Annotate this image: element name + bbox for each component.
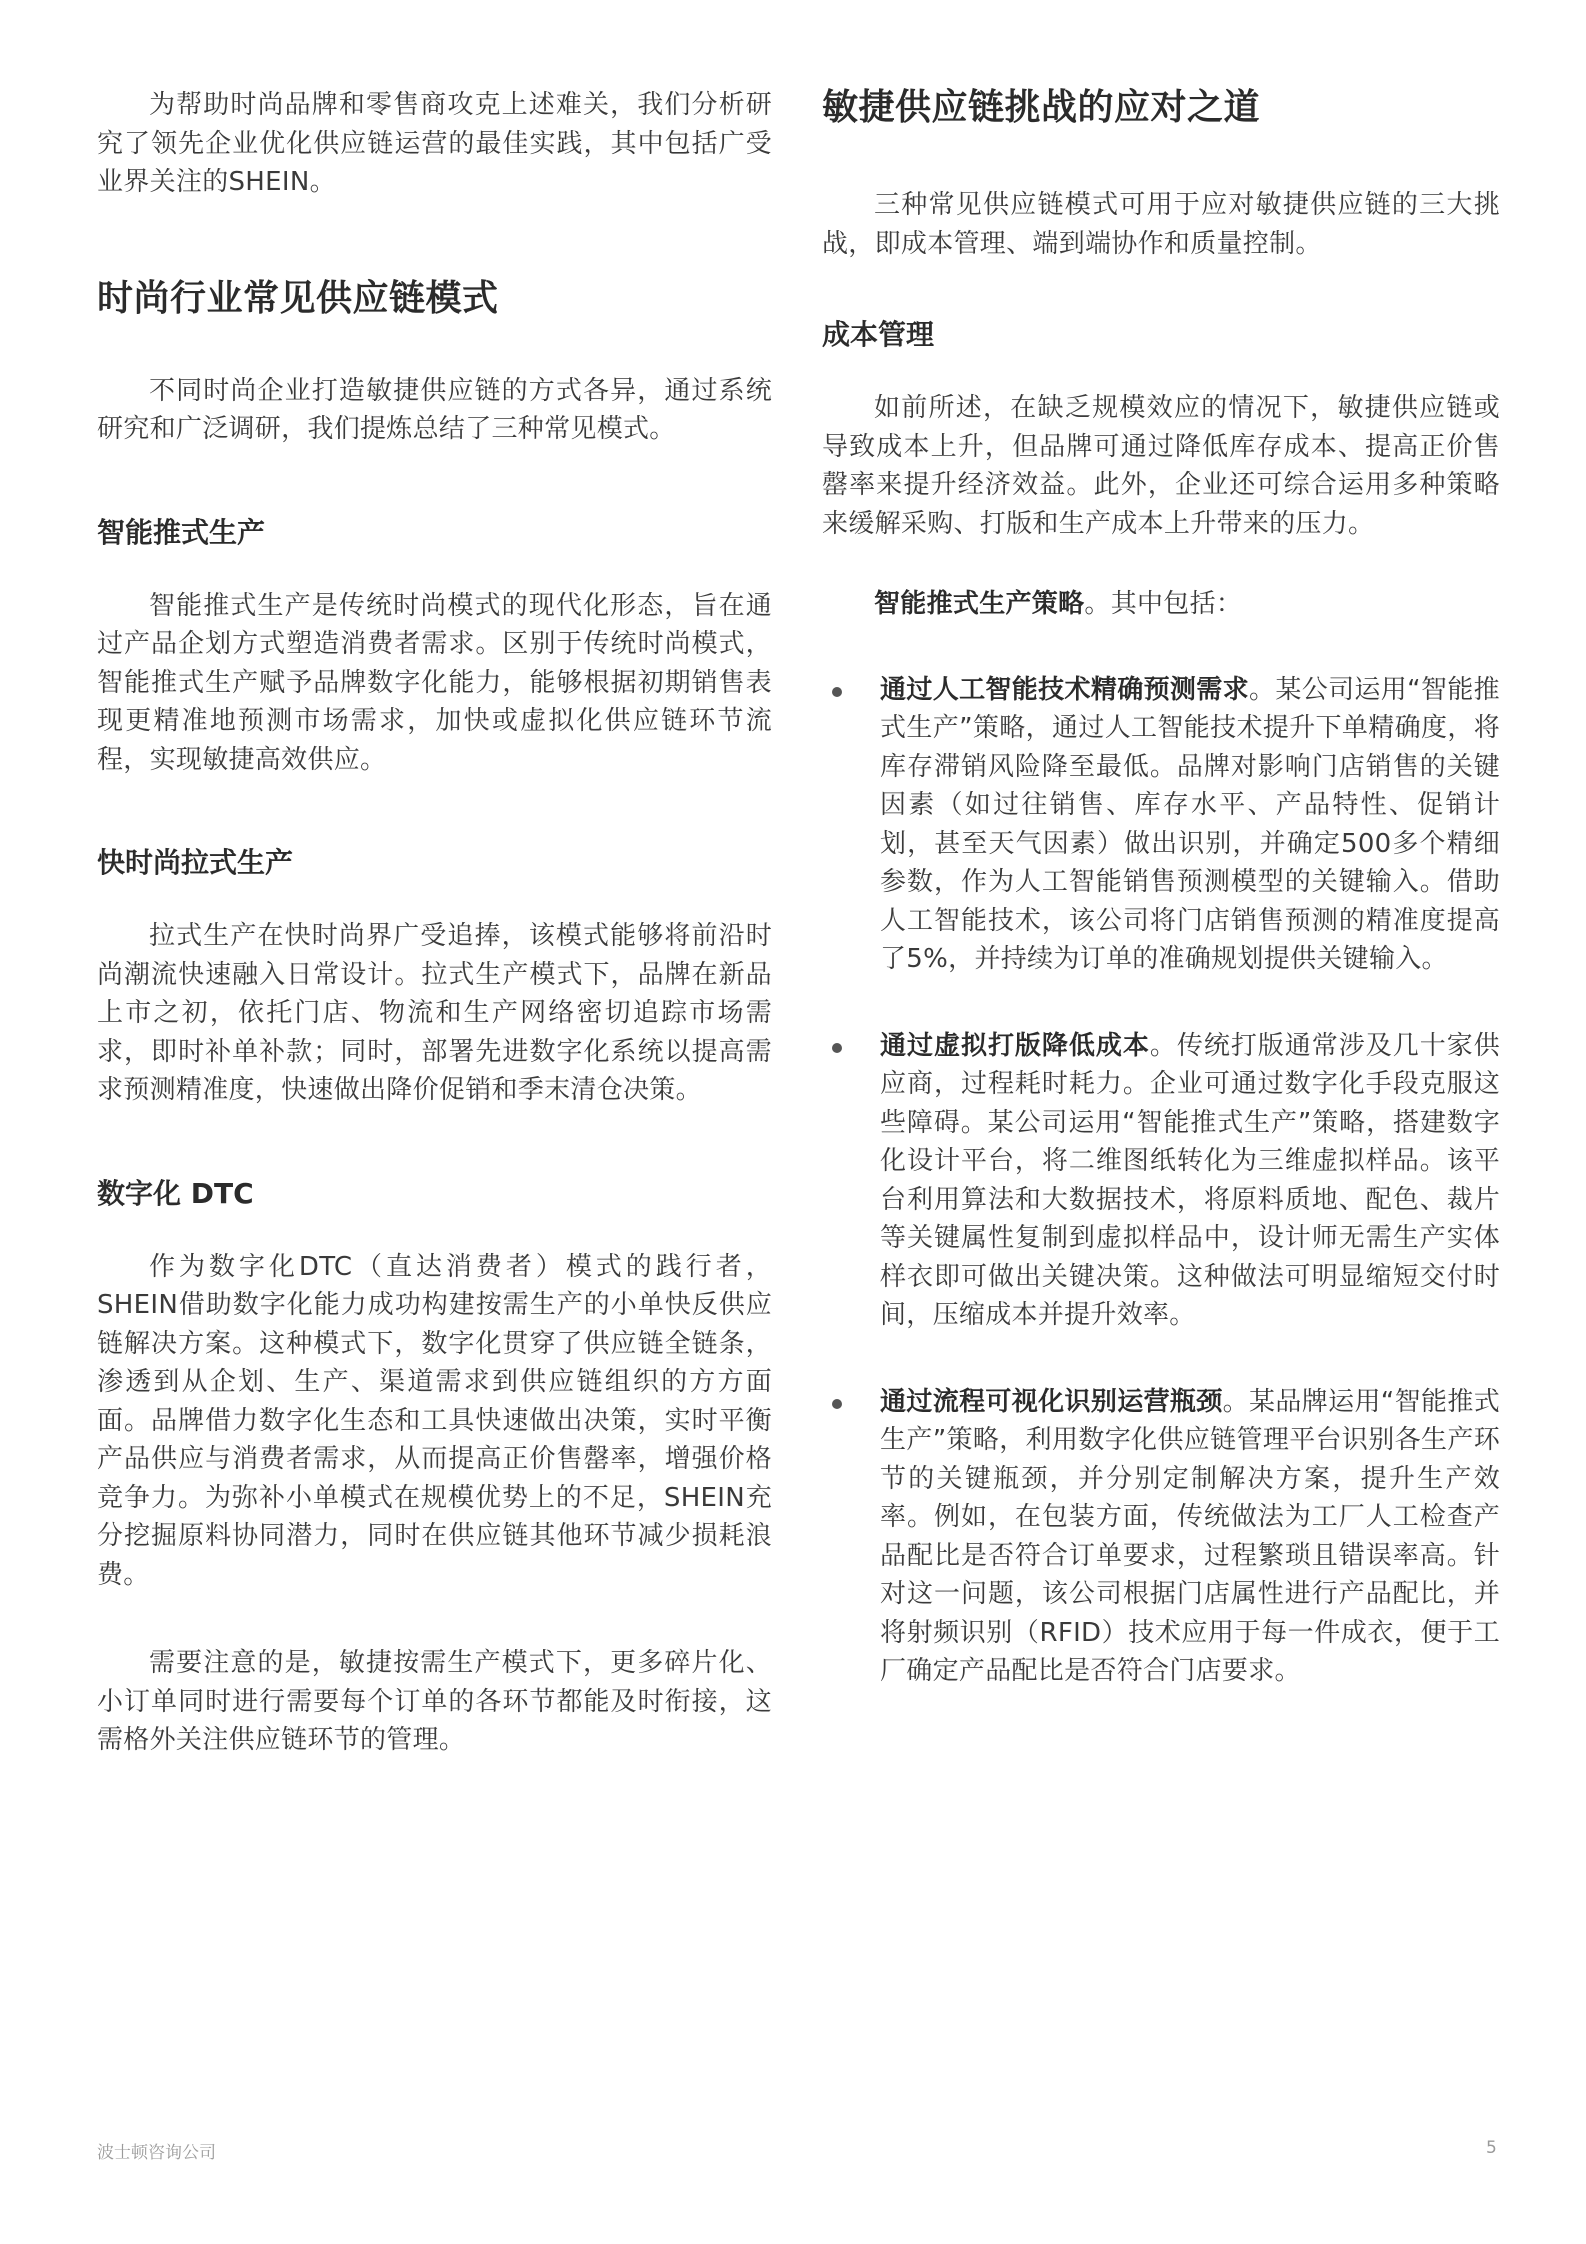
- strategy-lead-rest: 。其中包括：: [1084, 589, 1243, 619]
- subtitle-push-production: 智能推式生产: [97, 515, 266, 549]
- bullet-text: 。传统打版通常涉及几十家供应商，过程耗时耗力。企业可通过数字化手段克服这些障碍。某公司运用“智能推式生产”策略，搭建数字化设计平台，将二维图纸转化为三维虚拟样品。该平台利用算法和大数据技术，将原料质地、配色、裁片等关键属性复制到虚拟样品中，设计师无需生产实体样衣即可做出关键决策。这种做法可明显缩短交付时间，压缩成本并提升效率。: [880, 1030, 1500, 1330]
- bullet-dot-icon: [832, 1043, 842, 1053]
- bullet-bold-lead: 通过虚拟打版降低成本: [880, 1030, 1150, 1061]
- subtitle-cost-management: 成本管理: [822, 318, 935, 351]
- footer-page-number: 5: [1486, 2138, 1497, 2158]
- bullet-text: 。某公司运用“智能推式生产”策略，通过人工智能技术提升下单精确度，将库存滞销风险降至最低。品牌对影响门店销售的关键因素（如过往销售、库存水平、产品特性、促销计划，甚至天气因素）做出识别，并确定500多个精细参数，作为人工智能销售预测模型的关键输入。借助人工智能技术，该公司将门店销售预测的精准度提高了5%，并持续为订单的准确规划提供关键输入。: [880, 674, 1500, 974]
- cost-management-paragraph: 如前所述，在缺乏规模效应的情况下，敏捷供应链或导致成本上升，但品牌可通过降低库存成本、提高正价售罄率来提升经济效益。此外，企业还可综合运用多种策略来缓解采购、打版和生产成本上升带来的压力。: [822, 393, 1500, 539]
- list-item: [822, 671, 1500, 979]
- push-production-paragraph: 智能推式生产是传统时尚模式的现代化形态，旨在通过产品企划方式塑造消费者需求。区别于传统时尚模式，智能推式生产赋予品牌数字化能力，能够根据初期销售表现更精准地预测市场需求，加快或虚拟化供应链环节流程，实现敏捷高效供应。: [97, 590, 772, 775]
- pull-production-paragraph: 拉式生产在快时尚界广受追捧，该模式能够将前沿时尚潮流快速融入日常设计。拉式生产模式下，品牌在新品上市之初，依托门店、物流和生产网络密切追踪市场需求，即时补单补款；同时，部署先进数字化系统以提高需求预测精准度，快速做出降价促销和季末清仓决策。: [97, 921, 772, 1105]
- section-title-common-models: 时尚行业常见供应链模式: [97, 277, 499, 319]
- challenges-intro-paragraph: 三种常见供应链模式可用于应对敏捷供应链的三大挑战，即成本管理、端到端协作和质量控制。: [822, 190, 1500, 259]
- list-item: [822, 1027, 1500, 1335]
- section-title-challenges: 敏捷供应链挑战的应对之道: [822, 87, 1261, 128]
- note-paragraph: 需要注意的是，敏捷按需生产模式下，更多碎片化、小订单同时进行需要每个订单的各环节都能及时衔接，这需格外关注供应链环节的管理。: [97, 1648, 772, 1755]
- bullet-text: 。某品牌运用“智能推式生产”策略，利用数字化供应链管理平台识别各生产环节的关键瓶颈，并分别定制解决方案，提升生产效率。例如，在包装方面，传统做法为工厂人工检查产品配比是否符合订单要求，过程繁琐且错误率高。针对这一问题，该公司根据门店属性进行产品配比，并将射频识别（RFID）技术应用于每一件成衣，便于工厂确定产品配比是否符合门店要求。: [880, 1386, 1500, 1686]
- intro-paragraph: 为帮助时尚品牌和零售商攻克上述难关，我们分析研究了领先企业优化供应链运营的最佳实践，其中包括广受业界关注的SHEIN。: [97, 90, 772, 197]
- digital-dtc-paragraph: 作为数字化DTC（直达消费者）模式的践行者，SHEIN借助数字化能力成功构建按需生产的小单快反供应链解决方案。这种模式下，数字化贯穿了供应链全链条，渗透到从企划、生产、渠道需求到供应链组织的方方面面。品牌借力数字化生态和工具快速做出决策，实时平衡产品供应与消费者需求，从而提高正价售罄率，增强价格竞争力。为弥补小单模式在规模优势上的不足，SHEIN充分挖掘原料协同潜力，同时在供应链其他环节减少损耗浪费。: [97, 1251, 772, 1590]
- bullet-dot-icon: [832, 687, 842, 697]
- section-intro-paragraph: 不同时尚企业打造敏捷供应链的方式各异，通过系统研究和广泛调研，我们提炼总结了三种常见模式。: [97, 375, 772, 444]
- bullet-dot-icon: [832, 1399, 842, 1409]
- strategy-lead-bold: 智能推式生产策略: [874, 589, 1085, 619]
- list-item: [822, 1383, 1500, 1691]
- subtitle-digital-dtc: 数字化 DTC: [97, 1176, 254, 1210]
- subtitle-pull-production: 快时尚拉式生产: [97, 846, 294, 879]
- strategy-lead: [822, 585, 1500, 624]
- bullet-bold-lead: 通过流程可视化识别运营瓶颈: [880, 1386, 1223, 1417]
- bullet-bold-lead: 通过人工智能技术精确预测需求: [880, 674, 1249, 705]
- strategy-bullet-list: [822, 671, 1500, 1691]
- footer-company-name: 波士顿咨询公司: [97, 2143, 216, 2163]
- right-column: [822, 80, 1500, 1691]
- left-column: [97, 80, 772, 1760]
